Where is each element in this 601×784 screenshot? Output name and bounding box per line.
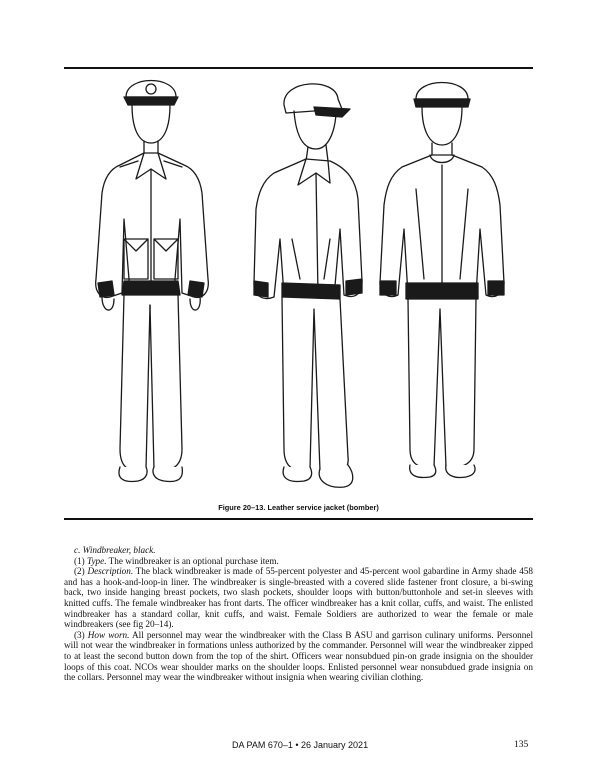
type-label: Type. — [87, 555, 107, 566]
section-body — [64, 545, 533, 683]
rear-view-figure — [380, 83, 504, 478]
description-number: (2) — [74, 566, 85, 577]
how-worn-label: How worn. — [87, 629, 130, 640]
description-label: Description. — [87, 566, 134, 577]
figure-illustration — [64, 69, 533, 519]
footer-document-id: DA PAM 670–1 • 26 January 2021 — [232, 740, 369, 750]
section-heading — [64, 545, 533, 556]
caption-rule — [64, 518, 533, 520]
how-worn-number: (3) — [74, 629, 85, 640]
figure-caption: Figure 20–13. Leather service jacket (bomber) — [218, 503, 379, 512]
description-text: The black windbreaker is made of 55-percent polyester and 45-percent wool gabardine in Army shade 458 and has a hook-and-loop-in liner. The windbreaker is single-breasted with a covered slide fastener front closure, a bi-swing back, two inside hanging breast pockets, two slash pockets, shoulder loops with button/buttonhole and set-in sleeves with knitted cuffs. The female windbreaker has front darts. The officer windbreaker has a knit collar, cuffs, and waist. The enlisted windbreaker has a standard collar, knit cuffs, and waist. Female Soldiers are authorized to wear the female or male windbreakers (see fig 20–14). — [64, 566, 533, 630]
how-worn-paragraph — [64, 630, 533, 683]
heading-letter: c. — [74, 545, 81, 555]
type-paragraph — [64, 556, 533, 567]
heading-title: Windbreaker, black. — [82, 545, 156, 555]
side-view-figure — [254, 84, 362, 487]
type-number: (1) — [74, 555, 85, 566]
page-number: 135 — [514, 740, 529, 750]
front-view-figure — [96, 81, 209, 482]
how-worn-text: All personnel may wear the windbreaker with the Class B ASU and garrison culinary uniforms. Personnel will not wear the windbreaker in formations unless authorized by the commander. Personnel will wear the windbreaker zipped to at least the second button down from the top of the shirt. Officers wear nonsubdued pin-on grade insignia on the shoulder loops of this coat. NCOs wear shoulder marks on the shoulder loops. Enlisted personnel wear nonsubdued grade insignia on the collars. Personnel may wear the windbreaker without insignia when wearing civilian clothing. — [64, 629, 534, 683]
type-text: The windbreaker is an optional purchase item. — [108, 555, 279, 566]
description-paragraph — [64, 566, 533, 630]
